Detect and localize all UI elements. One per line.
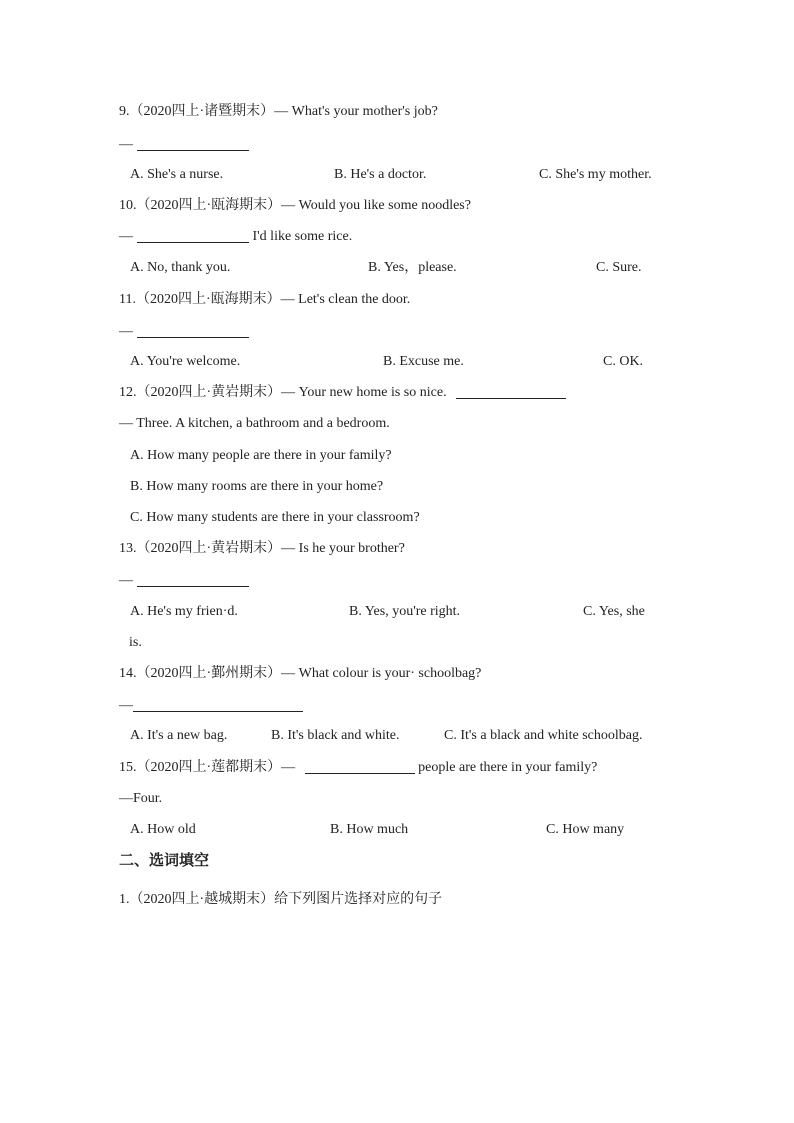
option-c[interactable]: C. It's a black and white schoolbag. <box>444 728 643 743</box>
question-source: （2020四上·莲都期末） <box>136 760 282 775</box>
question-number: 9. <box>119 104 130 119</box>
question-9 <box>119 103 438 121</box>
dash: — <box>119 698 133 713</box>
question-number: 14. <box>119 666 137 681</box>
question-13 <box>119 540 405 558</box>
option-a[interactable]: A. He's my frien·d. <box>130 604 238 619</box>
answer-blank[interactable] <box>137 323 249 338</box>
question-12 <box>119 384 566 402</box>
option-b[interactable]: B. It's black and white. <box>271 728 400 743</box>
question-number: 1. <box>119 892 130 907</box>
question-number: 12. <box>119 385 137 400</box>
option-a[interactable]: A. How old <box>130 822 196 837</box>
question-prompt-continued: people are there in your family? <box>418 760 598 775</box>
answer-blank[interactable] <box>137 136 249 151</box>
dash: — <box>119 229 133 244</box>
question-prompt: — <box>281 760 296 775</box>
option-a[interactable]: A. You're welcome. <box>130 354 241 369</box>
question-source: （2020四上·越城期末） <box>129 892 275 907</box>
question-source: （2020四上·鄞州期末） <box>136 666 282 681</box>
answer-text: — Three. A kitchen, a bathroom and a bedroom. <box>119 416 390 431</box>
answer-line <box>119 136 249 154</box>
dash: — <box>119 573 133 588</box>
question-14 <box>119 665 481 683</box>
question-10 <box>119 197 471 215</box>
answer-blank[interactable] <box>305 759 415 774</box>
question-prompt: — Your new home is so nice. <box>281 385 447 400</box>
answer-blank[interactable] <box>137 228 249 243</box>
question-source: （2020四上·瓯海期末） <box>135 292 281 307</box>
question-prompt: 给下列图片选择对应的句子 <box>274 892 443 907</box>
option-b[interactable]: B. Yes, you're right. <box>349 604 461 619</box>
option-b[interactable]: B. Excuse me. <box>383 354 464 369</box>
option-c[interactable]: C. OK. <box>603 354 644 369</box>
dash: — <box>119 324 133 339</box>
answer-line <box>119 323 249 341</box>
answer-line <box>119 697 303 715</box>
answer-line <box>119 228 352 246</box>
section-heading: 二、选词填空 <box>119 851 210 869</box>
option-c[interactable]: C. How many students are there in your classroom? <box>130 510 420 525</box>
question-number: 11. <box>119 292 136 307</box>
answer-line <box>119 572 249 590</box>
option-a[interactable]: A. It's a new bag. <box>130 728 228 743</box>
option-a[interactable]: A. She's a nurse. <box>130 167 224 182</box>
option-b[interactable]: B. He's a doctor. <box>334 167 427 182</box>
question-source: （2020四上·诸暨期末） <box>129 104 275 119</box>
option-c[interactable]: C. Yes, she <box>583 604 645 619</box>
question-number: 13. <box>119 541 137 556</box>
question-source: （2020四上·黄岩期末） <box>136 541 282 556</box>
answer-text: —Four. <box>119 791 163 806</box>
answer-blank[interactable] <box>456 384 566 399</box>
answer-blank[interactable] <box>133 697 303 712</box>
question-source: （2020四上·黄岩期末） <box>136 385 282 400</box>
question-prompt: — What colour is your· schoolbag? <box>281 666 482 681</box>
question-number: 15. <box>119 760 137 775</box>
option-c[interactable]: C. How many <box>546 822 625 837</box>
dash: — <box>119 137 133 152</box>
question-11 <box>119 291 410 309</box>
section2-question-1 <box>119 891 442 909</box>
question-prompt: — What's your mother's job? <box>274 104 438 119</box>
option-a[interactable]: A. No, thank you. <box>130 260 231 275</box>
option-c-continued: is. <box>129 635 142 650</box>
option-a[interactable]: A. How many people are there in your family? <box>130 448 392 463</box>
answer-text: I'd like some rice. <box>252 229 353 244</box>
option-b[interactable]: B. How much <box>330 822 409 837</box>
question-prompt: — Let's clean the door. <box>280 292 411 307</box>
question-source: （2020四上·瓯海期末） <box>136 198 282 213</box>
question-number: 10. <box>119 198 137 213</box>
option-b[interactable]: B. How many rooms are there in your home? <box>130 479 384 494</box>
answer-blank[interactable] <box>137 572 249 587</box>
question-prompt: — Is he your brother? <box>281 541 405 556</box>
option-c[interactable]: C. She's my mother. <box>539 167 652 182</box>
option-c[interactable]: C. Sure. <box>596 260 642 275</box>
question-15 <box>119 759 597 777</box>
question-prompt: — Would you like some noodles? <box>281 198 471 213</box>
option-b[interactable]: B. Yes，please. <box>368 260 457 275</box>
